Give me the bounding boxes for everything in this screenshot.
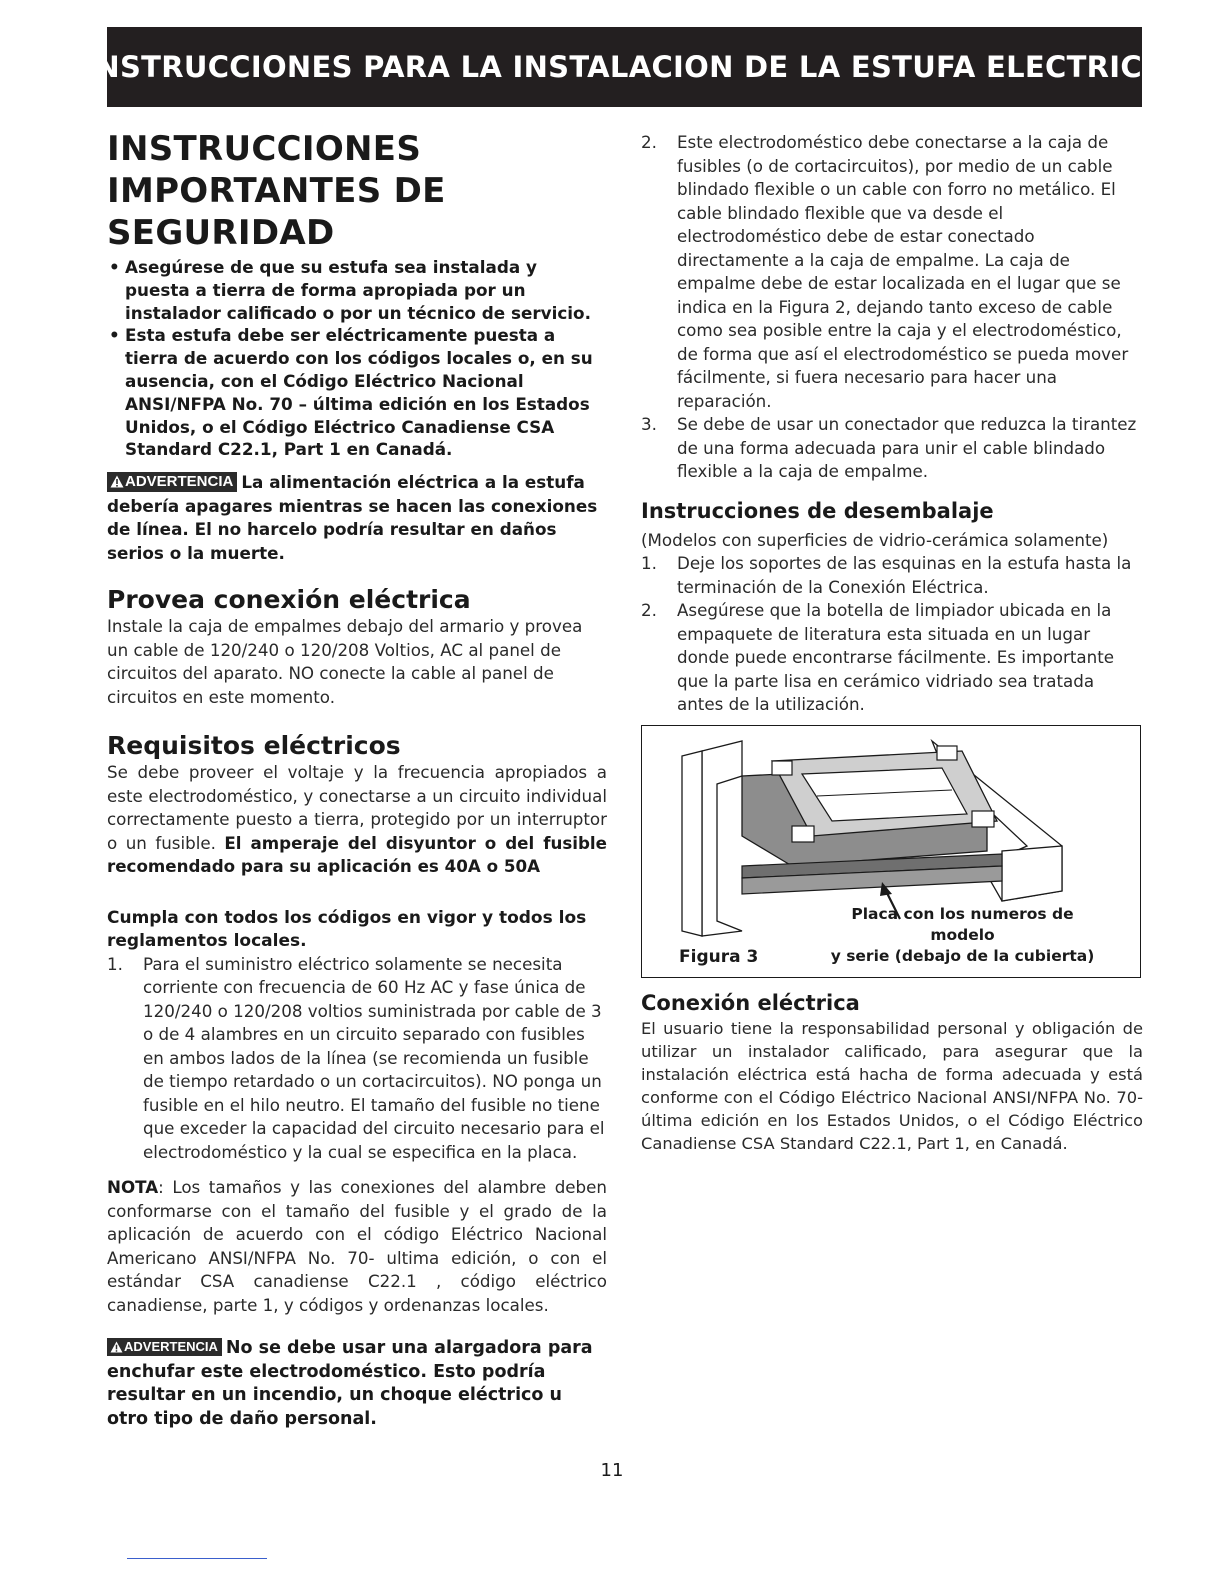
list-item: [641, 413, 1143, 484]
list-item-number: 1.: [107, 953, 123, 974]
list-item-text: Para el suministro eléctrico solamente se necesita corriente con frecuencia de 60 Hz AC y fase única de 120/240 o 120/208 voltios suministrada por cable de 3 o de 4 alambres en un circuito separado con fusibles en ambos lados de la línea (se recomienda un fusible de tiempo retardado o un cortacircuitos). NO ponga un fusible en el hilo neutro. El tamaño del fusible no tiene que exceder la capacidad del circuito necesario para el electrodoméstico y la cual se especifica en la placa.: [143, 953, 605, 1162]
page-number: 11: [600, 1460, 624, 1481]
list-item-text: Se debe de usar un conectador que reduzca la tirantez de una forma adecuada para unir el cable blindado flexible a la caja de empalme.: [677, 414, 1137, 481]
desembalaje-title: Instrucciones de desembalaje: [641, 498, 994, 523]
desembalaje-note: (Modelos con superficies de vidrio-cerámica solamente): [641, 529, 1109, 550]
requisitos-text-bold: El amperaje del disyuntor o del fusible recomendado para su aplicación es 40A o 50A: [107, 832, 607, 877]
requisitos-text-regular: Se debe proveer el voltaje y la frecuencia apropiados a este electrodoméstico, y conectarse a un circuito individual correctamente puesto a tierra, protegido por un interruptor o un fusible.: [107, 762, 607, 853]
warning-badge-label: ADVERTENCIA: [124, 1339, 218, 1355]
list-item-number: 2.: [641, 132, 657, 152]
warning-badge: [107, 472, 237, 492]
right-column: [641, 131, 1143, 1155]
power-warning: [107, 471, 607, 565]
electrical-steps-list: [641, 131, 1143, 484]
nota-label: NOTA: [107, 1177, 159, 1198]
figure-3: [641, 725, 1141, 978]
list-item: [107, 953, 607, 1165]
page-header-bar: [84, 27, 1165, 107]
list-item: [641, 131, 1143, 413]
figure-caption-line1: Placa con los numeros de modelo: [851, 904, 1074, 944]
figure-caption-line2: y serie (debajo de la cubierta): [830, 946, 1095, 965]
provea-title: Provea conexión eléctrica: [107, 585, 471, 615]
power-warning-text: La alimentación eléctrica a la estufa debería apagares mientras se hacen las conexiones de línea. El no harcelo podría resultar en daños serios o la muerte.: [107, 472, 598, 563]
requisitos-text: [107, 761, 607, 879]
safety-bullet: • Esta estufa debe ser eléctricamente puesta a tierra de acuerdo con los códigos locales o, en su ausencia, con el Código Eléctrico Nacional ANSI/NFPA No. 70 – última edición en los Estados Unidos, o el Código Eléctrico Canadiense CSA Standard C22.1, Part 1 en Canadá.: [107, 324, 607, 461]
figure-label: Figura 3: [679, 946, 759, 967]
nota-paragraph: [107, 1176, 607, 1317]
safety-title: [107, 128, 607, 254]
extension-cord-warning-text: No se debe usar una alargadora para enchufar este electrodoméstico. Esto podría resultar en un incendio, un choque eléctrico u otro tipo de daño personal.: [107, 1338, 593, 1429]
requisitos-list: [107, 953, 607, 1165]
safety-bullet-list: [107, 256, 607, 461]
safety-title-line1: INSTRUCCIONES: [107, 129, 422, 169]
list-item-number: 2.: [641, 600, 657, 620]
conexion-title: Conexión eléctrica: [641, 990, 860, 1015]
list-item-number: 1.: [641, 553, 657, 573]
list-item: [641, 599, 1143, 717]
safety-bullet: • Asegúrese de que su estufa sea instalada y puesta a tierra de forma apropiada por un instalador calificado o por un técnico de servicio.: [107, 256, 607, 324]
provea-text: Instale la caja de empalmes debajo del armario y provea un cable de 120/240 o 120/208 Voltios, AC al panel de circuitos del aparato. NO conecte la cable al panel de circuitos en este momento.: [107, 616, 583, 707]
list-item: [641, 552, 1143, 599]
warning-badge: [107, 1338, 222, 1356]
extension-cord-warning: [107, 1337, 607, 1431]
list-item-text: Asegúrese que la botella de limpiador ubicada en la empaquete de literatura esta situada en un lugar donde puede encontrarse fácilmente. Es importante que la parte lisa en cerámico vidriado sea tratada antes de la utilización.: [677, 600, 1115, 714]
page-header-title: INSTRUCCIONES PARA LA INSTALACION DE LA ESTUFA ELECTRICA: [84, 50, 1165, 84]
codes-subhead: Cumpla con todos los códigos en vigor y todos los reglamentos locales.: [107, 907, 587, 951]
list-item-number: 3.: [641, 414, 657, 434]
warning-triangle-icon: [110, 475, 124, 488]
left-column: [107, 128, 607, 1431]
safety-title-line2: IMPORTANTES DE SEGURIDAD: [107, 171, 446, 253]
nota-text: : Los tamaños y las conexiones del alambre deben conformarse con el tamaño del fusible y el grado de la aplicación de acuerdo con el código Eléctrico Nacional Americano ANSI/NFPA No. 70- ultima edición, o con el estándar CSA canadiense C22.1 , código eléctrico canadiense, parte 1, y códigos y ordenanzas locales.: [107, 1177, 607, 1315]
warning-badge-label: ADVERTENCIA: [125, 473, 234, 491]
warning-triangle-icon: [110, 1341, 123, 1353]
figure-caption: [820, 904, 1105, 967]
list-item-text: Deje los soportes de las esquinas en la estufa hasta la terminación de la Conexión Eléctrica.: [677, 553, 1132, 597]
list-item-text: Este electrodoméstico debe conectarse a la caja de fusibles (o de cortacircuitos), por medio de un cable blindado flexible o un cable con forro no metálico. El cable blindado flexible que va desde el electrodoméstico debe de estar conectado directamente a la caja de empalme. La caja de empalme debe de estar localizada en el lugar que se indica en la Figura 2, dejando tanto exceso de cable como sea posible entre la caja y el electrodoméstico, de forma que así el electrodoméstico se pueda mover fácilmente, si fuera necesario para hacer una reparación.: [677, 132, 1129, 411]
desembalaje-list: [641, 552, 1143, 717]
footer-divider: [127, 1558, 267, 1559]
requisitos-title: Requisitos eléctricos: [107, 731, 401, 761]
conexion-text: El usuario tiene la responsabilidad personal y obligación de utilizar un instalador calificado, para asegurar que la instalación eléctrica está hacha de forma adecuada y está conforme con el Código Eléctrico Nacional ANSI/NFPA No. 70-última edición en los Estados Unidos, o el Código Eléctrico Canadiense CSA Standard C22.1, Part 1, en Canadá.: [641, 1018, 1143, 1153]
